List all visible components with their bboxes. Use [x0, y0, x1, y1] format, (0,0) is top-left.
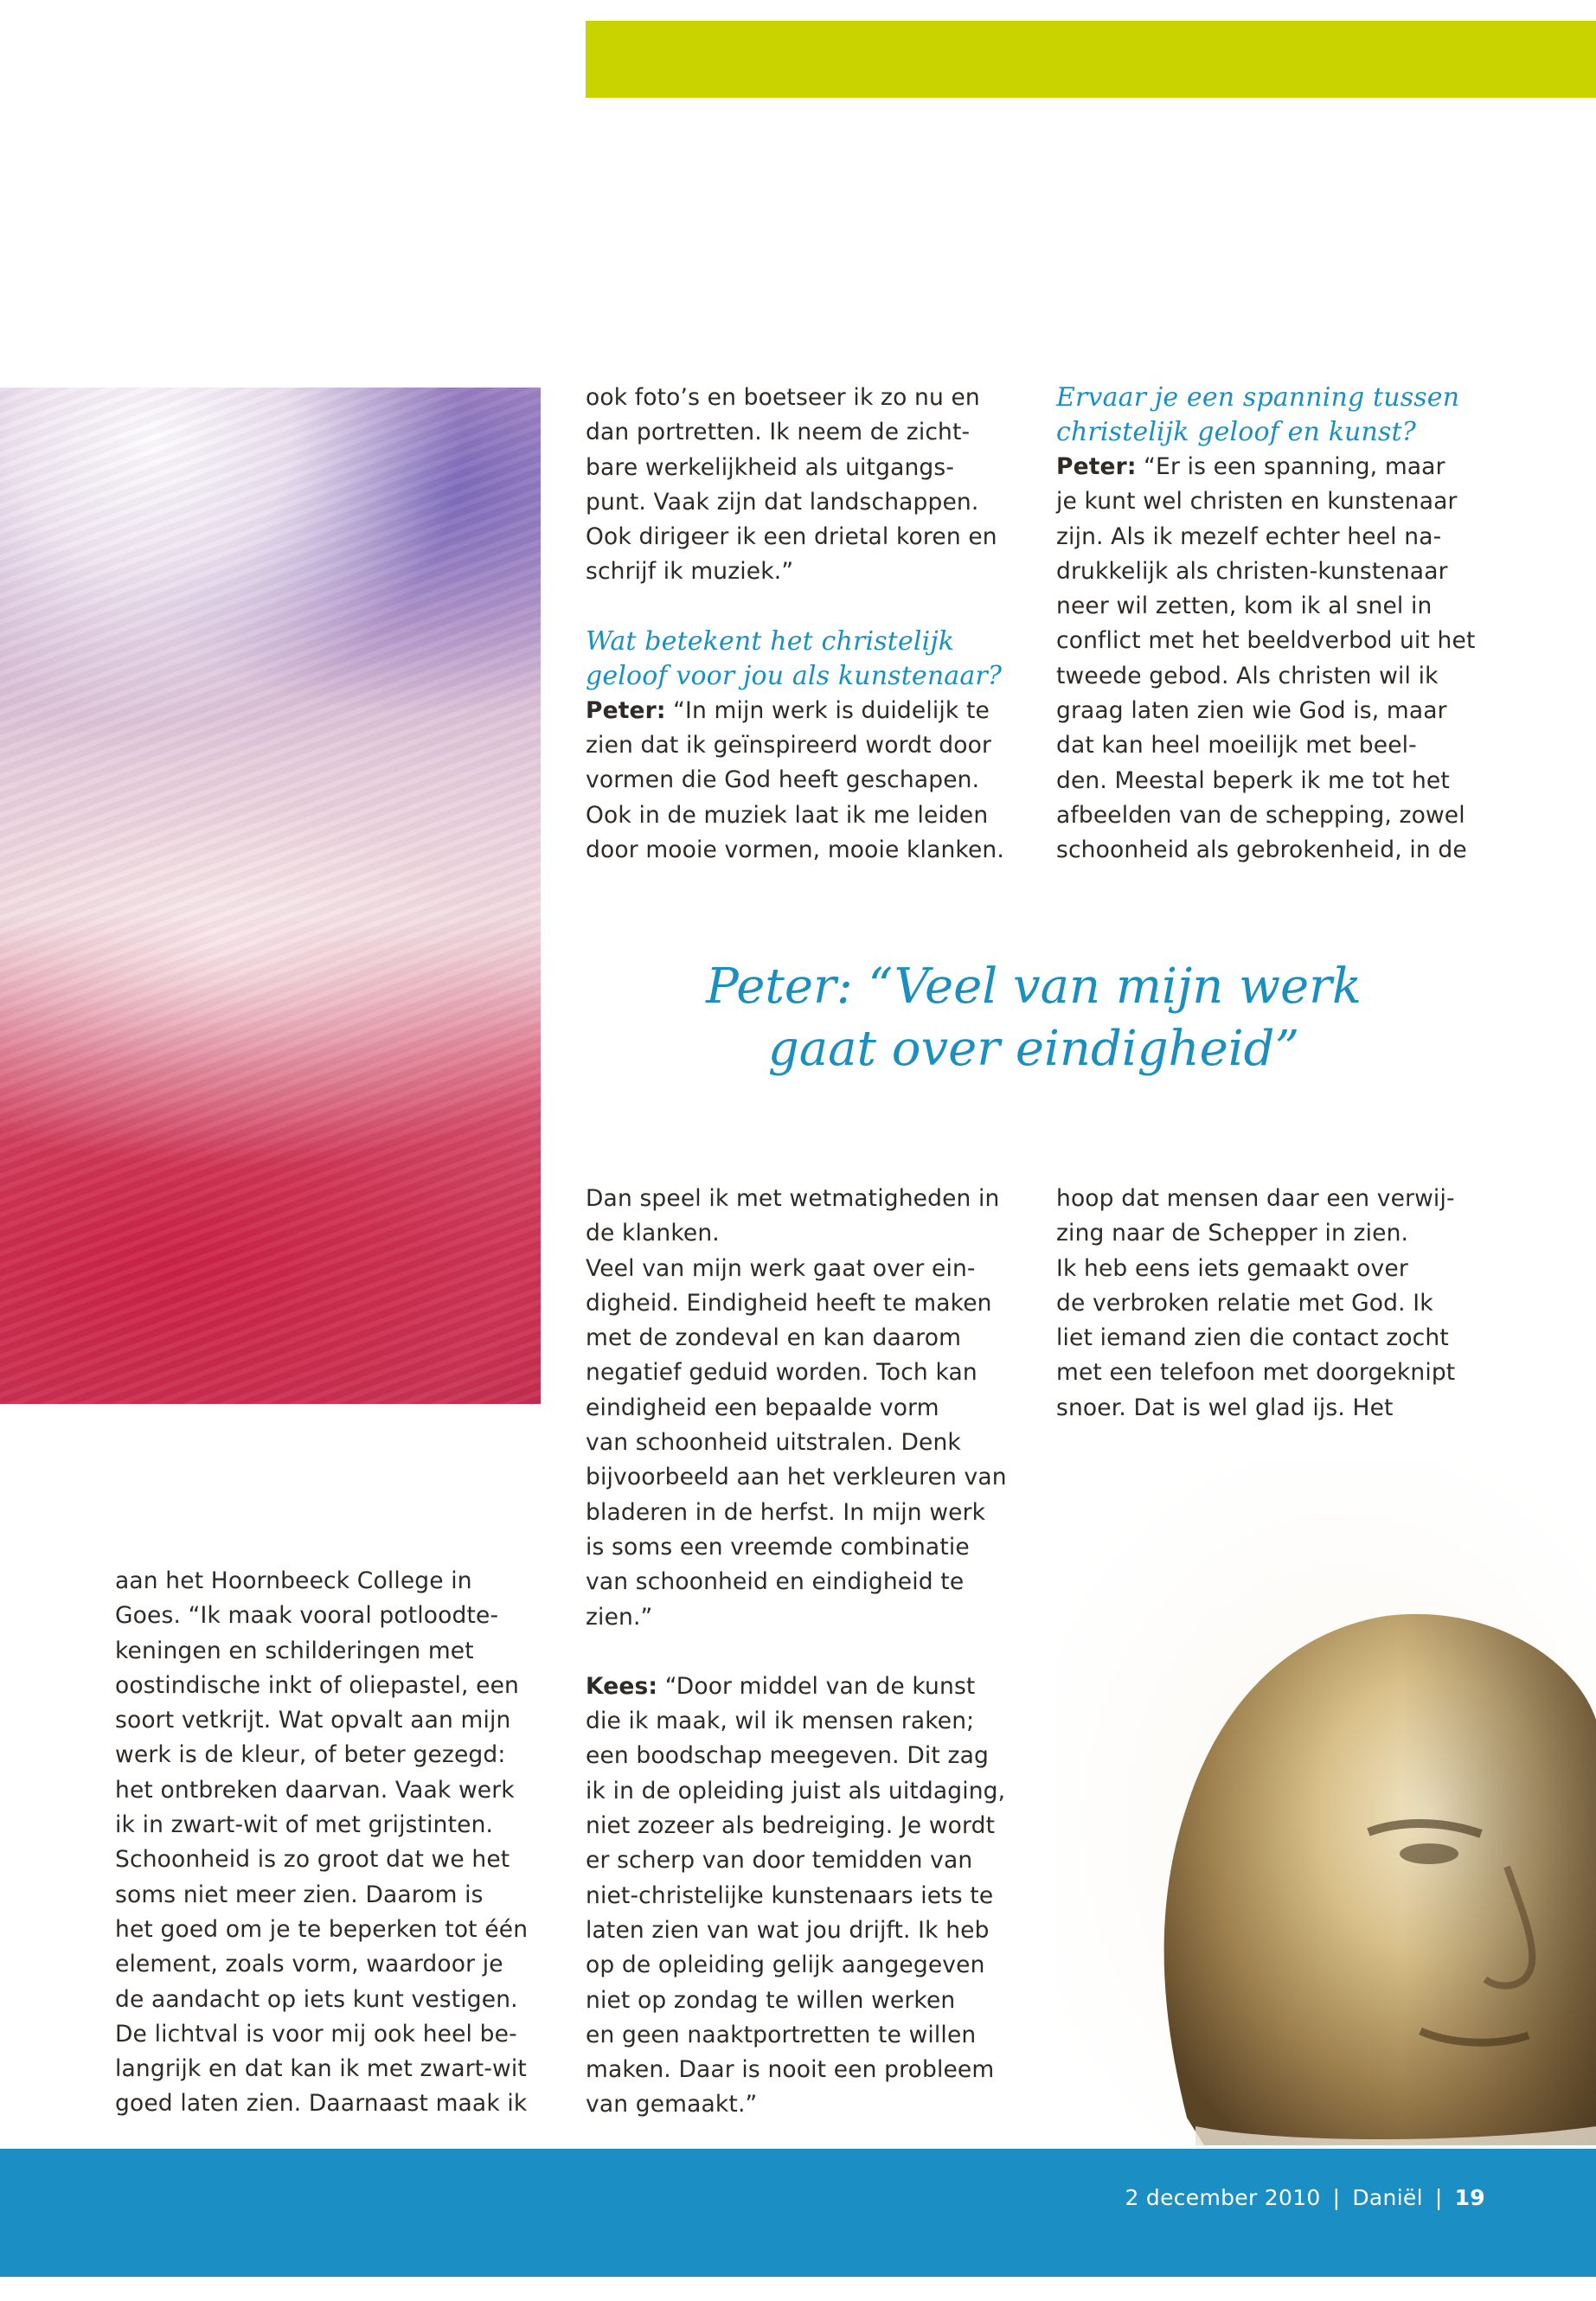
text-line: bare werkelijkheid als uitgangs- — [586, 453, 955, 481]
text-line: bijvoorbeeld aan het verkleuren van — [586, 1464, 1007, 1491]
text-line: schoonheid als gebrokenheid, in de — [1056, 836, 1467, 864]
text-line: schrijf ik muziek.” — [586, 558, 794, 586]
issue-date: 2 december 2010 — [1125, 2185, 1321, 2210]
text-line: vormen die God heeft geschapen. — [586, 766, 980, 794]
abstract-artwork-photo — [0, 388, 541, 1404]
text-line: je kunt wel christen en kunstenaar — [1056, 488, 1458, 516]
speaker-label: Kees: — [586, 1672, 658, 1700]
text-line: zien dat ik geïnspireerd wordt door — [586, 732, 992, 760]
footer-bar — [0, 2149, 1596, 2277]
text-line: van schoonheid uitstralen. Denk — [586, 1429, 961, 1457]
text-line: Schoonheid is zo groot dat we het — [115, 1846, 510, 1874]
text-line: bladeren in de herfst. In mijn werk — [586, 1498, 986, 1526]
speaker-label: Peter: — [1056, 453, 1137, 480]
magazine-name: Daniël — [1352, 2185, 1423, 2210]
text-line: snoer. Dat is wel glad ijs. Het — [1056, 1394, 1394, 1421]
sculpted-head-photo — [1057, 1460, 1596, 2145]
text-line: goed laten zien. Daarnaast maak ik — [115, 2090, 528, 2118]
text-line: werk is de kleur, of beter gezegd: — [115, 1741, 506, 1769]
text-line: is soms een vreemde combinatie — [586, 1533, 970, 1561]
pull-quote — [606, 956, 1462, 1080]
page-number: 19 — [1454, 2185, 1485, 2210]
text-line: de klanken. — [586, 1220, 720, 1247]
text-line: hoop dat mensen daar een verwij- — [1056, 1185, 1455, 1212]
text-line: met de zondeval en kan daarom — [586, 1324, 962, 1352]
text-line: punt. Vaak zijn dat landschappen. — [586, 488, 979, 516]
text-line: ook foto’s en boetseer ik zo nu en — [586, 384, 980, 411]
interview-question: Wat betekent het christelijk geloof voor jou als kunstenaar? — [586, 625, 1003, 691]
text-line: zijn. Als ik mezelf echter heel na- — [1056, 522, 1442, 550]
text-line: niet op zondag te willen werken — [586, 1986, 956, 2014]
text-line: er scherp van door temidden van — [586, 1847, 973, 1875]
text-line: neer wil zetten, kom ik al snel in — [1056, 593, 1433, 620]
text-line: laten zien van wat jou drijft. Ik heb — [586, 1916, 990, 1944]
text-line: keningen en schilderingen met — [115, 1637, 474, 1664]
text-line: soort vetkrijt. Wat opvalt aan mijn — [115, 1707, 511, 1734]
sculpture-illustration — [1057, 1460, 1596, 2145]
column-3-bottom — [1056, 1182, 1497, 1426]
text-line: den. Meestal beperk ik me tot het — [1056, 766, 1450, 794]
text-line: de aandacht op iets kunt vestigen. — [115, 1985, 518, 2013]
text-line: afbeelden van de schepping, zowel — [1056, 801, 1465, 829]
text-line: liet iemand zien die contact zocht — [1056, 1324, 1449, 1352]
answer-first-line: Peter: “Er is een spanning, maar — [1056, 453, 1445, 480]
column-1-bottom — [115, 1564, 556, 2122]
text-line: niet zozeer als bedreiging. Je wordt — [586, 1812, 996, 1840]
footer-info — [1125, 2185, 1485, 2210]
text-line: aan het Hoornbeeck College in — [115, 1567, 472, 1594]
text-line: zien.” — [586, 1603, 653, 1631]
pull-quote-line: Peter: “Veel van mijn werk — [706, 958, 1362, 1015]
text-line: het ontbreken daarvan. Vaak werk — [115, 1776, 515, 1804]
text-line: Ook in de muziek laat ik me leiden — [586, 801, 989, 829]
text-line: door mooie vormen, mooie klanken. — [586, 836, 1004, 863]
text-line: tweede gebod. Als christen wil ik — [1056, 662, 1439, 689]
text-line: conflict met het beeldverbod uit het — [1056, 627, 1476, 655]
footer-separator: | — [1332, 2185, 1341, 2210]
footer-separator: | — [1434, 2185, 1443, 2210]
text-line: de verbroken relatie met God. Ik — [1056, 1289, 1433, 1317]
column-3-top — [1056, 381, 1497, 868]
text-line: digheid. Eindigheid heeft te maken — [586, 1289, 992, 1317]
text-line: van gemaakt.” — [586, 2091, 758, 2118]
column-2-bottom — [586, 1182, 1027, 2123]
text-line: van schoonheid en eindigheid te — [586, 1568, 965, 1596]
text-line: Ook dirigeer ik een drietal koren en — [586, 523, 997, 551]
text-line: en geen naaktportretten te willen — [586, 2021, 977, 2048]
text-line: De lichtval is voor mij ook heel be- — [115, 2020, 517, 2048]
text-line: op de opleiding gelijk aangegeven — [586, 1952, 985, 1979]
text-line: Goes. “Ik maak vooral potloodte- — [115, 1602, 499, 1630]
speaker-label: Peter: — [586, 696, 666, 724]
text-line: zing naar de Schepper in zien. — [1056, 1220, 1409, 1247]
answer-first-line: Kees: “Door middel van de kunst — [586, 1672, 976, 1700]
text-line: Veel van mijn werk gaat over ein- — [586, 1254, 976, 1282]
pull-quote-line: gaat over eindigheid” — [767, 1021, 1300, 1077]
text-line: met een telefoon met doorgeknipt — [1056, 1359, 1456, 1387]
text-line: die ik maak, wil ik mensen raken; — [586, 1708, 975, 1735]
text-line: negatief geduid worden. Toch kan — [586, 1359, 977, 1387]
text-line: niet-christelijke kunstenaars iets te — [586, 1881, 994, 1909]
text-line: ik in zwart-wit of met grijstinten. — [115, 1811, 494, 1839]
text-line: Ik heb eens iets gemaakt over — [1056, 1254, 1408, 1282]
text-line: maken. Daar is nooit een probleem — [586, 2056, 995, 2084]
text-line: een boodschap meegeven. Dit zag — [586, 1742, 989, 1770]
text-line: ik in de opleiding juist als uitdaging, — [586, 1777, 1006, 1804]
text-line: dat kan heel moeilijk met beel- — [1056, 732, 1417, 760]
text-line: dan portretten. Ik neem de zicht- — [586, 419, 971, 446]
column-2-top — [586, 381, 1027, 868]
text-line: graag laten zien wie God is, maar — [1056, 697, 1447, 725]
text-line: eindigheid een bepaalde vorm — [586, 1394, 939, 1421]
text-line: soms niet meer zien. Daarom is — [115, 1881, 484, 1908]
top-accent-bar — [586, 21, 1596, 98]
interview-question: Ervaar je een spanning tussen christelijk geloof en kunst? — [1056, 382, 1460, 447]
text-line: oostindische inkt of oliepastel, een — [115, 1671, 519, 1699]
text-line: drukkelijk als christen-kunstenaar — [1056, 557, 1448, 585]
text-line: langrijk en dat kan ik met zwart-wit — [115, 2055, 527, 2083]
text-line: Dan speel ik met wetmatigheden in — [586, 1185, 1000, 1212]
answer-first-line: Peter: “In mijn werk is duidelijk te — [586, 696, 990, 724]
text-line: het goed om je te beperken tot één — [115, 1915, 529, 1943]
text-line: element, zoals vorm, waardoor je — [115, 1951, 503, 1978]
